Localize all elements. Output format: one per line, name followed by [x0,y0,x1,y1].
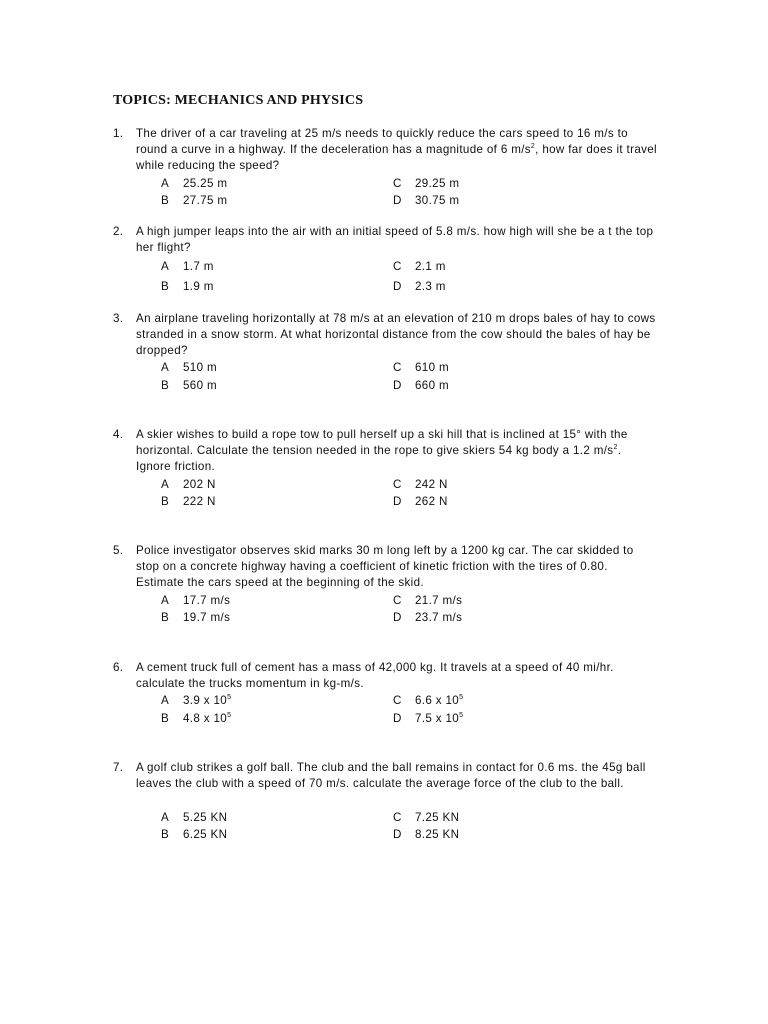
question-text: A high jumper leaps into the air with an initial speed of 5.8 m/s. how high will she be a t the top her flight? [136,225,654,254]
question-number: 5. [113,544,124,557]
option-5-d: D 23.7 m/s [393,611,463,624]
option-5-c: C 21.7 m/s [393,594,463,607]
question-1 [113,126,658,174]
option-6-d: D 7.5 x $10^5$ [393,712,464,725]
option-6-c: C 6.6 x $10^5$ [393,694,464,707]
question-text: A golf club strikes a golf ball. The club and the ball remains in contact for 0.6 ms. the 45g ball leaves the club with a speed of 70 m/s. calculate the average force of the club to the ball. [136,761,646,790]
question-number: 2. [113,225,124,238]
option-3-b: B 560 m [161,379,217,392]
option-4-b: B 222 N [161,495,216,508]
question-number: 7. [113,761,124,774]
option-6-a: A 3.9 x $10^5$ [161,694,232,707]
question-text: An airplane traveling horizontally at 78 m/s at an elevation of 210 m drops bales of hay to cows stranded in a snow storm. At what horizontal distance from the cow should the bales of hay be dropped? [136,312,656,357]
question-4 [113,427,658,475]
option-2-c: C 2.1 m [393,260,446,273]
question-5 [113,543,658,591]
question-7 [113,760,658,792]
option-5-a: A 17.7 m/s [161,594,231,607]
question-text: A skier wishes to build a rope tow to pull herself up a ski hill that is inclined at 15° with the horizontal. Calculate the tension needed in the rope to give skiers 54 kg body a 1.2 $m/s^2$. Ignore friction. [136,428,628,473]
option-7-b: B 6.25 KN [161,828,228,841]
option-7-d: D 8.25 KN [393,828,460,841]
question-6 [113,660,658,692]
option-2-b: B 1.9 m [161,280,214,293]
option-1-b: B 27.75 m [161,194,228,207]
option-7-c: C 7.25 KN [393,811,460,824]
option-3-c: C 610 m [393,361,449,374]
option-3-d: D 660 m [393,379,449,392]
option-1-a: A 25.25 m [161,177,228,190]
question-2 [113,224,658,256]
question-text: The driver of a car traveling at 25 m/s needs to quickly reduce the cars speed to 16 m/s to round a curve in a highway. If the deceleration has a magnitude of 6 $m/s^2$, how far does it travel while reducing the speed? [136,127,657,172]
option-1-c: C 29.25 m [393,177,460,190]
option-4-d: D 262 N [393,495,448,508]
option-1-d: D 30.75 m [393,194,460,207]
option-5-b: B 19.7 m/s [161,611,231,624]
question-text: Police investigator observes skid marks 30 m long left by a 1200 kg car. The car skidded to stop on a concrete highway having a coefficient of kinetic friction with the tires of 0.80. Estimate the cars speed at the beginning of the skid. [136,544,634,589]
option-2-a: A 1.7 m [161,260,214,273]
question-3 [113,311,658,359]
option-3-a: A 510 m [161,361,217,374]
option-4-a: A 202 N [161,478,216,491]
question-number: 4. [113,428,124,441]
option-2-d: D 2.3 m [393,280,446,293]
option-6-b: B 4.8 x $10^5$ [161,712,232,725]
question-number: 6. [113,661,124,674]
option-4-c: C 242 N [393,478,448,491]
question-number: 3. [113,312,124,325]
option-7-a: A 5.25 KN [161,811,228,824]
question-text: A cement truck full of cement has a mass of 42,000 kg. It travels at a speed of 40 mi/hr. calculate the trucks momentum in kg-m/s. [136,661,614,690]
page-title: TOPICS: MECHANICS AND PHYSICS [113,93,364,108]
question-number: 1. [113,127,124,140]
